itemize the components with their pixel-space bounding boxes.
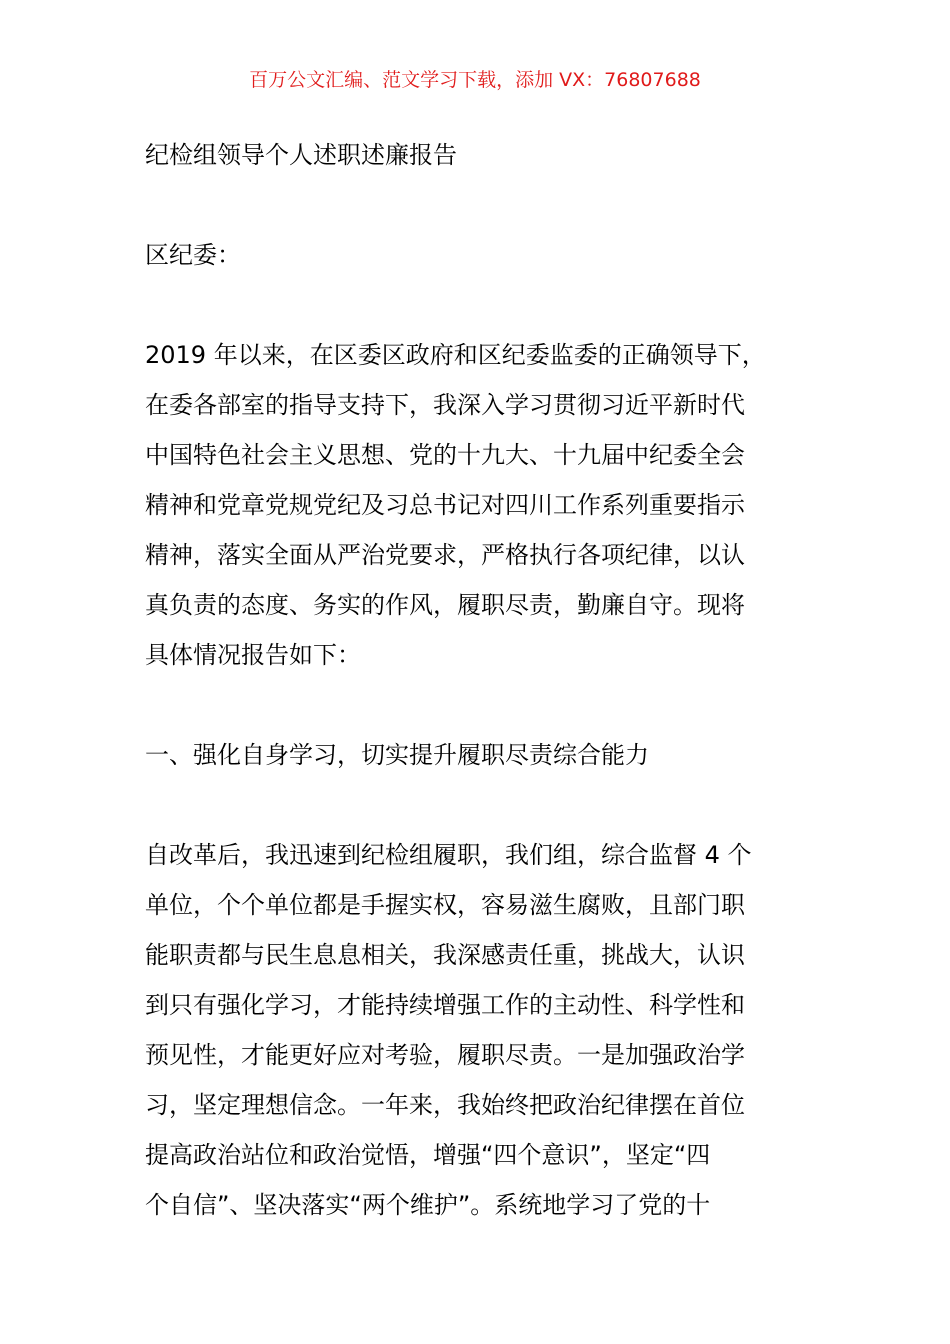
section1-paragraph [145,830,810,1230]
paragraph-line: 到只有强化学习，才能持续增强工作的主动性、科学性和 [145,991,745,1019]
paragraph-line: 自改革后，我迅速到纪检组履职，我们组，综合监督 4 个 [145,841,752,869]
paragraph-line: 精神和党章党规党纪及习总书记对四川工作系列重要指示 [145,491,745,519]
paragraph-line: 2019 年以来，在区委区政府和区纪委监委的正确领导下， [145,341,766,369]
document-body [145,130,810,1280]
salutation: 区纪委： [145,241,241,269]
paragraph-line: 中国特色社会主义思想、党的十九大、十九届中纪委全会 [145,441,745,469]
paragraph-line: 预见性，才能更好应对考验，履职尽责。一是加强政治学 [145,1041,745,1069]
promo-banner: 百万公文汇编、范文学习下载，添加 VX：76807688 [249,69,701,91]
paragraph-line: 具体情况报告如下： [145,641,361,669]
paragraph-line: 习，坚定理想信念。一年来，我始终把政治纪律摆在首位 [145,1091,745,1119]
paragraph-line: 能职责都与民生息息相关，我深感责任重，挑战大，认识 [145,941,745,969]
intro-paragraph [145,330,810,680]
paragraph-line: 精神，落实全面从严治党要求，严格执行各项纪律，以认 [145,541,745,569]
paragraph-line: 在委各部室的指导支持下，我深入学习贯彻习近平新时代 [145,391,745,419]
paragraph-line: 个自信”、坚决落实“两个维护”。系统地学习了党的十 [145,1191,711,1219]
paragraph-line: 提高政治站位和政治觉悟，增强“四个意识”，坚定“四 [145,1141,711,1169]
paragraph-line: 真负责的态度、务实的作风，履职尽责，勤廉自守。现将 [145,591,745,619]
section-heading: 一、强化自身学习，切实提升履职尽责综合能力 [145,741,649,769]
document-title: 纪检组领导个人述职述廉报告 [145,141,457,169]
paragraph-line: 单位，个个单位都是手握实权，容易滋生腐败，且部门职 [145,891,745,919]
